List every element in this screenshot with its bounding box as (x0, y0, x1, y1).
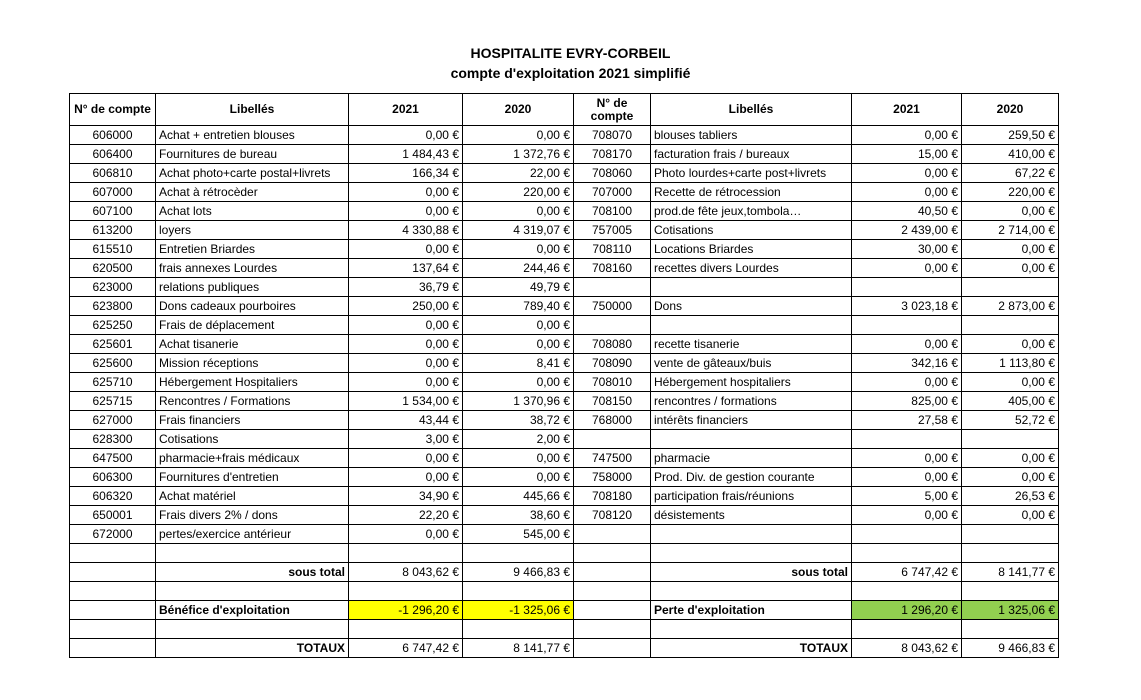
right-amount-2020: 410,00 € (962, 145, 1059, 164)
right-account-code: 708080 (574, 335, 651, 354)
right-amount-2021 (852, 278, 962, 297)
left-account-label: Hébergement Hospitaliers (156, 373, 349, 392)
left-account-code: 625715 (70, 392, 156, 411)
left-account-code: 672000 (70, 525, 156, 544)
left-amount-2021: 3,00 € (349, 430, 463, 449)
accounts-table (69, 93, 1059, 658)
right-amount-2021: 15,00 € (852, 145, 962, 164)
left-account-code: 615510 (70, 240, 156, 259)
empty-cell (852, 620, 962, 639)
left-account-code: 628300 (70, 430, 156, 449)
left-totaux-row-2021: 6 747,42 € (349, 639, 463, 658)
right-amount-2020: 2 714,00 € (962, 221, 1059, 240)
empty-cell (962, 582, 1059, 601)
left-amount-2020: 1 372,76 € (463, 145, 574, 164)
table-row (70, 126, 1059, 145)
empty-cell (156, 544, 349, 563)
empty-cell (70, 601, 156, 620)
table-row (70, 449, 1059, 468)
empty-cell (962, 620, 1059, 639)
right-amount-2021 (852, 430, 962, 449)
right-account-code: 768000 (574, 411, 651, 430)
left-account-code: 606320 (70, 487, 156, 506)
table-row (70, 468, 1059, 487)
right-sous-total-row-2020: 8 141,77 € (962, 563, 1059, 582)
left-sous-total-row-2021: 8 043,62 € (349, 563, 463, 582)
left-amount-2020: 0,00 € (463, 202, 574, 221)
right-amount-2020: 2 873,00 € (962, 297, 1059, 316)
table-row (70, 392, 1059, 411)
right-amount-2021: 0,00 € (852, 164, 962, 183)
empty-cell (463, 544, 574, 563)
right-amount-2020: 67,22 € (962, 164, 1059, 183)
right-account-code: 708100 (574, 202, 651, 221)
right-account-code (574, 430, 651, 449)
left-amount-2020: 8,41 € (463, 354, 574, 373)
left-amount-2020: 545,00 € (463, 525, 574, 544)
left-amount-2020: 0,00 € (463, 240, 574, 259)
right-totaux-row-2020: 9 466,83 € (962, 639, 1059, 658)
empty-cell (349, 544, 463, 563)
left-account-label: Achat + entretien blouses (156, 126, 349, 145)
right-amount-2021: 0,00 € (852, 183, 962, 202)
left-account-code: 607000 (70, 183, 156, 202)
left-amount-2021: 0,00 € (349, 373, 463, 392)
right-amount-2020: 0,00 € (962, 373, 1059, 392)
right-account-label: recettes divers Lourdes (651, 259, 852, 278)
right-account-label: Cotisations (651, 221, 852, 240)
sous-total-row (70, 563, 1059, 582)
left-account-code: 627000 (70, 411, 156, 430)
right-account-code: 707000 (574, 183, 651, 202)
header-left-2020: 2020 (463, 94, 574, 126)
right-amount-2021: 0,00 € (852, 259, 962, 278)
table-row (70, 373, 1059, 392)
right-account-label: désistements (651, 506, 852, 525)
right-amount-2020: 0,00 € (962, 240, 1059, 259)
right-account-label: Photo lourdes+carte post+livrets (651, 164, 852, 183)
right-account-code: 708110 (574, 240, 651, 259)
spacer-row (70, 582, 1059, 601)
table-row (70, 240, 1059, 259)
left-account-code: 620500 (70, 259, 156, 278)
empty-cell (574, 544, 651, 563)
left-account-code: 625600 (70, 354, 156, 373)
empty-cell (349, 620, 463, 639)
table-row (70, 354, 1059, 373)
left-resultat-row-label: Bénéfice d'exploitation (156, 601, 349, 620)
right-totaux-row-label: TOTAUX (651, 639, 852, 658)
right-account-code: 708090 (574, 354, 651, 373)
left-amount-2021: 22,20 € (349, 506, 463, 525)
empty-cell (574, 639, 651, 658)
right-account-label: Locations Briardes (651, 240, 852, 259)
left-amount-2020: 1 370,96 € (463, 392, 574, 411)
right-amount-2021: 27,58 € (852, 411, 962, 430)
left-account-label: Dons cadeaux pourboires (156, 297, 349, 316)
empty-cell (651, 620, 852, 639)
right-account-label (651, 316, 852, 335)
left-account-label: frais annexes Lourdes (156, 259, 349, 278)
right-account-code: 750000 (574, 297, 651, 316)
left-amount-2020: 0,00 € (463, 126, 574, 145)
left-account-label: Rencontres / Formations (156, 392, 349, 411)
right-account-code: 708170 (574, 145, 651, 164)
left-amount-2020: 445,66 € (463, 487, 574, 506)
header-left-2021: 2021 (349, 94, 463, 126)
left-account-label: Achat photo+carte postal+livrets (156, 164, 349, 183)
right-amount-2021: 342,16 € (852, 354, 962, 373)
left-account-code: 607100 (70, 202, 156, 221)
table-row (70, 221, 1059, 240)
spacer-row (70, 544, 1059, 563)
right-amount-2021: 825,00 € (852, 392, 962, 411)
right-account-label: prod.de fête jeux,tombola… (651, 202, 852, 221)
table-row (70, 297, 1059, 316)
right-amount-2020: 0,00 € (962, 259, 1059, 278)
left-account-label: pharmacie+frais médicaux (156, 449, 349, 468)
left-account-code: 623000 (70, 278, 156, 297)
right-amount-2020: 26,53 € (962, 487, 1059, 506)
empty-cell (70, 639, 156, 658)
left-amount-2021: 0,00 € (349, 240, 463, 259)
right-account-label: Prod. Div. de gestion courante (651, 468, 852, 487)
right-account-label (651, 525, 852, 544)
left-account-label: Achat matériel (156, 487, 349, 506)
right-amount-2021: 0,00 € (852, 468, 962, 487)
left-account-code: 606810 (70, 164, 156, 183)
right-resultat-row-2020: 1 325,06 € (962, 601, 1059, 620)
header-row (70, 94, 1059, 126)
right-resultat-row-2021: 1 296,20 € (852, 601, 962, 620)
empty-cell (574, 563, 651, 582)
empty-cell (651, 544, 852, 563)
right-amount-2020 (962, 525, 1059, 544)
right-amount-2020: 259,50 € (962, 126, 1059, 145)
left-account-code: 606300 (70, 468, 156, 487)
left-amount-2020: 244,46 € (463, 259, 574, 278)
left-amount-2020: 0,00 € (463, 449, 574, 468)
table-row (70, 525, 1059, 544)
right-amount-2020: 52,72 € (962, 411, 1059, 430)
left-account-code: 606400 (70, 145, 156, 164)
right-account-code: 708160 (574, 259, 651, 278)
right-amount-2020: 0,00 € (962, 202, 1059, 221)
empty-cell (852, 582, 962, 601)
table-row (70, 164, 1059, 183)
header-right-code: N° de compte (574, 94, 651, 126)
resultat-row (70, 601, 1059, 620)
empty-cell (349, 582, 463, 601)
right-amount-2020 (962, 430, 1059, 449)
header-right-label: Libellés (651, 94, 852, 126)
left-amount-2020: 0,00 € (463, 335, 574, 354)
left-account-label: relations publiques (156, 278, 349, 297)
document-title: HOSPITALITE EVRY-CORBEIL (470, 45, 671, 61)
header-left-label: Libellés (156, 94, 349, 126)
left-account-code: 606000 (70, 126, 156, 145)
right-account-code: 708070 (574, 126, 651, 145)
left-amount-2021: 1 484,43 € (349, 145, 463, 164)
empty-cell (463, 620, 574, 639)
right-amount-2021: 3 023,18 € (852, 297, 962, 316)
header-right-2020: 2020 (962, 94, 1059, 126)
left-account-code: 625710 (70, 373, 156, 392)
right-account-label: rencontres / formations (651, 392, 852, 411)
left-amount-2021: 166,34 € (349, 164, 463, 183)
right-account-label: Recette de rétrocession (651, 183, 852, 202)
right-resultat-row-label: Perte d'exploitation (651, 601, 852, 620)
right-account-code: 758000 (574, 468, 651, 487)
left-amount-2020: 4 319,07 € (463, 221, 574, 240)
right-amount-2020 (962, 278, 1059, 297)
right-account-code: 708180 (574, 487, 651, 506)
left-account-label: Fournitures d'entretien (156, 468, 349, 487)
empty-cell (156, 620, 349, 639)
right-account-label: Hébergement hospitaliers (651, 373, 852, 392)
left-amount-2021: 0,00 € (349, 126, 463, 145)
table-row (70, 506, 1059, 525)
left-amount-2021: 0,00 € (349, 449, 463, 468)
empty-cell (651, 582, 852, 601)
right-account-label: pharmacie (651, 449, 852, 468)
left-account-code: 650001 (70, 506, 156, 525)
table-row (70, 183, 1059, 202)
left-account-label: pertes/exercice antérieur (156, 525, 349, 544)
left-amount-2021: 0,00 € (349, 183, 463, 202)
left-amount-2021: 0,00 € (349, 525, 463, 544)
left-amount-2020: 0,00 € (463, 316, 574, 335)
table-row (70, 145, 1059, 164)
right-account-label (651, 430, 852, 449)
left-amount-2020: 22,00 € (463, 164, 574, 183)
right-amount-2021: 5,00 € (852, 487, 962, 506)
left-amount-2020: 38,72 € (463, 411, 574, 430)
left-amount-2020: 38,60 € (463, 506, 574, 525)
table-row (70, 411, 1059, 430)
right-amount-2021: 0,00 € (852, 506, 962, 525)
left-amount-2020: 789,40 € (463, 297, 574, 316)
table-row (70, 278, 1059, 297)
right-account-label: recette tisanerie (651, 335, 852, 354)
left-account-label: loyers (156, 221, 349, 240)
right-amount-2021: 0,00 € (852, 126, 962, 145)
empty-cell (70, 563, 156, 582)
right-account-label: facturation frais / bureaux (651, 145, 852, 164)
left-account-label: Frais financiers (156, 411, 349, 430)
right-account-label: Dons (651, 297, 852, 316)
table-row (70, 430, 1059, 449)
document-subtitle: compte d'exploitation 2021 simplifié (450, 65, 691, 81)
right-amount-2021: 0,00 € (852, 373, 962, 392)
right-amount-2021: 40,50 € (852, 202, 962, 221)
header-left-code: N° de compte (70, 94, 156, 126)
right-account-code: 708060 (574, 164, 651, 183)
left-account-code: 647500 (70, 449, 156, 468)
right-amount-2020: 405,00 € (962, 392, 1059, 411)
left-sous-total-row-2020: 9 466,83 € (463, 563, 574, 582)
left-amount-2021: 0,00 € (349, 468, 463, 487)
right-account-code: 747500 (574, 449, 651, 468)
right-account-code (574, 525, 651, 544)
left-account-label: Entretien Briardes (156, 240, 349, 259)
left-amount-2020: 220,00 € (463, 183, 574, 202)
left-amount-2021: 0,00 € (349, 335, 463, 354)
table-row (70, 316, 1059, 335)
left-account-label: Frais de déplacement (156, 316, 349, 335)
totaux-row (70, 639, 1059, 658)
right-amount-2021: 0,00 € (852, 335, 962, 354)
left-amount-2021: 0,00 € (349, 316, 463, 335)
right-totaux-row-2021: 8 043,62 € (852, 639, 962, 658)
right-account-code (574, 278, 651, 297)
right-amount-2020: 220,00 € (962, 183, 1059, 202)
right-account-label: participation frais/réunions (651, 487, 852, 506)
right-account-label: blouses tabliers (651, 126, 852, 145)
left-amount-2021: 43,44 € (349, 411, 463, 430)
right-account-code: 757005 (574, 221, 651, 240)
left-amount-2021: 36,79 € (349, 278, 463, 297)
empty-cell (852, 544, 962, 563)
left-account-label: Frais divers 2% / dons (156, 506, 349, 525)
left-account-code: 625601 (70, 335, 156, 354)
right-amount-2021 (852, 316, 962, 335)
left-amount-2021: 4 330,88 € (349, 221, 463, 240)
left-account-code: 625250 (70, 316, 156, 335)
left-amount-2021: 0,00 € (349, 202, 463, 221)
right-amount-2020 (962, 316, 1059, 335)
empty-cell (962, 544, 1059, 563)
right-amount-2021: 0,00 € (852, 449, 962, 468)
left-account-code: 613200 (70, 221, 156, 240)
spacer-row (70, 620, 1059, 639)
right-amount-2020: 0,00 € (962, 335, 1059, 354)
left-amount-2020: 49,79 € (463, 278, 574, 297)
right-account-code (574, 316, 651, 335)
right-amount-2021: 30,00 € (852, 240, 962, 259)
right-account-code: 708150 (574, 392, 651, 411)
left-account-label: Achat à rétrocèder (156, 183, 349, 202)
table-row (70, 335, 1059, 354)
left-account-label: Fournitures de bureau (156, 145, 349, 164)
right-amount-2020: 0,00 € (962, 506, 1059, 525)
right-amount-2020: 0,00 € (962, 449, 1059, 468)
table-row (70, 259, 1059, 278)
left-sous-total-row-label: sous total (156, 563, 349, 582)
table-row (70, 202, 1059, 221)
left-account-label: Achat lots (156, 202, 349, 221)
empty-cell (156, 582, 349, 601)
right-account-code: 708120 (574, 506, 651, 525)
left-amount-2021: 137,64 € (349, 259, 463, 278)
empty-cell (574, 582, 651, 601)
left-account-label: Mission réceptions (156, 354, 349, 373)
empty-cell (70, 544, 156, 563)
right-account-label (651, 278, 852, 297)
left-amount-2021: 34,90 € (349, 487, 463, 506)
left-account-label: Cotisations (156, 430, 349, 449)
left-amount-2021: 0,00 € (349, 354, 463, 373)
right-amount-2020: 0,00 € (962, 468, 1059, 487)
empty-cell (574, 601, 651, 620)
left-amount-2020: 2,00 € (463, 430, 574, 449)
right-sous-total-row-2021: 6 747,42 € (852, 563, 962, 582)
left-amount-2020: 0,00 € (463, 468, 574, 487)
left-resultat-row-2021: -1 296,20 € (349, 601, 463, 620)
right-account-label: intérêts financiers (651, 411, 852, 430)
empty-cell (70, 582, 156, 601)
left-account-label: Achat tisanerie (156, 335, 349, 354)
right-amount-2020: 1 113,80 € (962, 354, 1059, 373)
empty-cell (463, 582, 574, 601)
header-right-2021: 2021 (852, 94, 962, 126)
right-account-code: 708010 (574, 373, 651, 392)
empty-cell (574, 620, 651, 639)
left-amount-2020: 0,00 € (463, 373, 574, 392)
left-totaux-row-label: TOTAUX (156, 639, 349, 658)
empty-cell (70, 620, 156, 639)
right-amount-2021: 2 439,00 € (852, 221, 962, 240)
right-amount-2021 (852, 525, 962, 544)
right-account-label: vente de gâteaux/buis (651, 354, 852, 373)
left-account-code: 623800 (70, 297, 156, 316)
left-amount-2021: 250,00 € (349, 297, 463, 316)
right-sous-total-row-label: sous total (651, 563, 852, 582)
left-amount-2021: 1 534,00 € (349, 392, 463, 411)
table-row (70, 487, 1059, 506)
left-totaux-row-2020: 8 141,77 € (463, 639, 574, 658)
left-resultat-row-2020: -1 325,06 € (463, 601, 574, 620)
